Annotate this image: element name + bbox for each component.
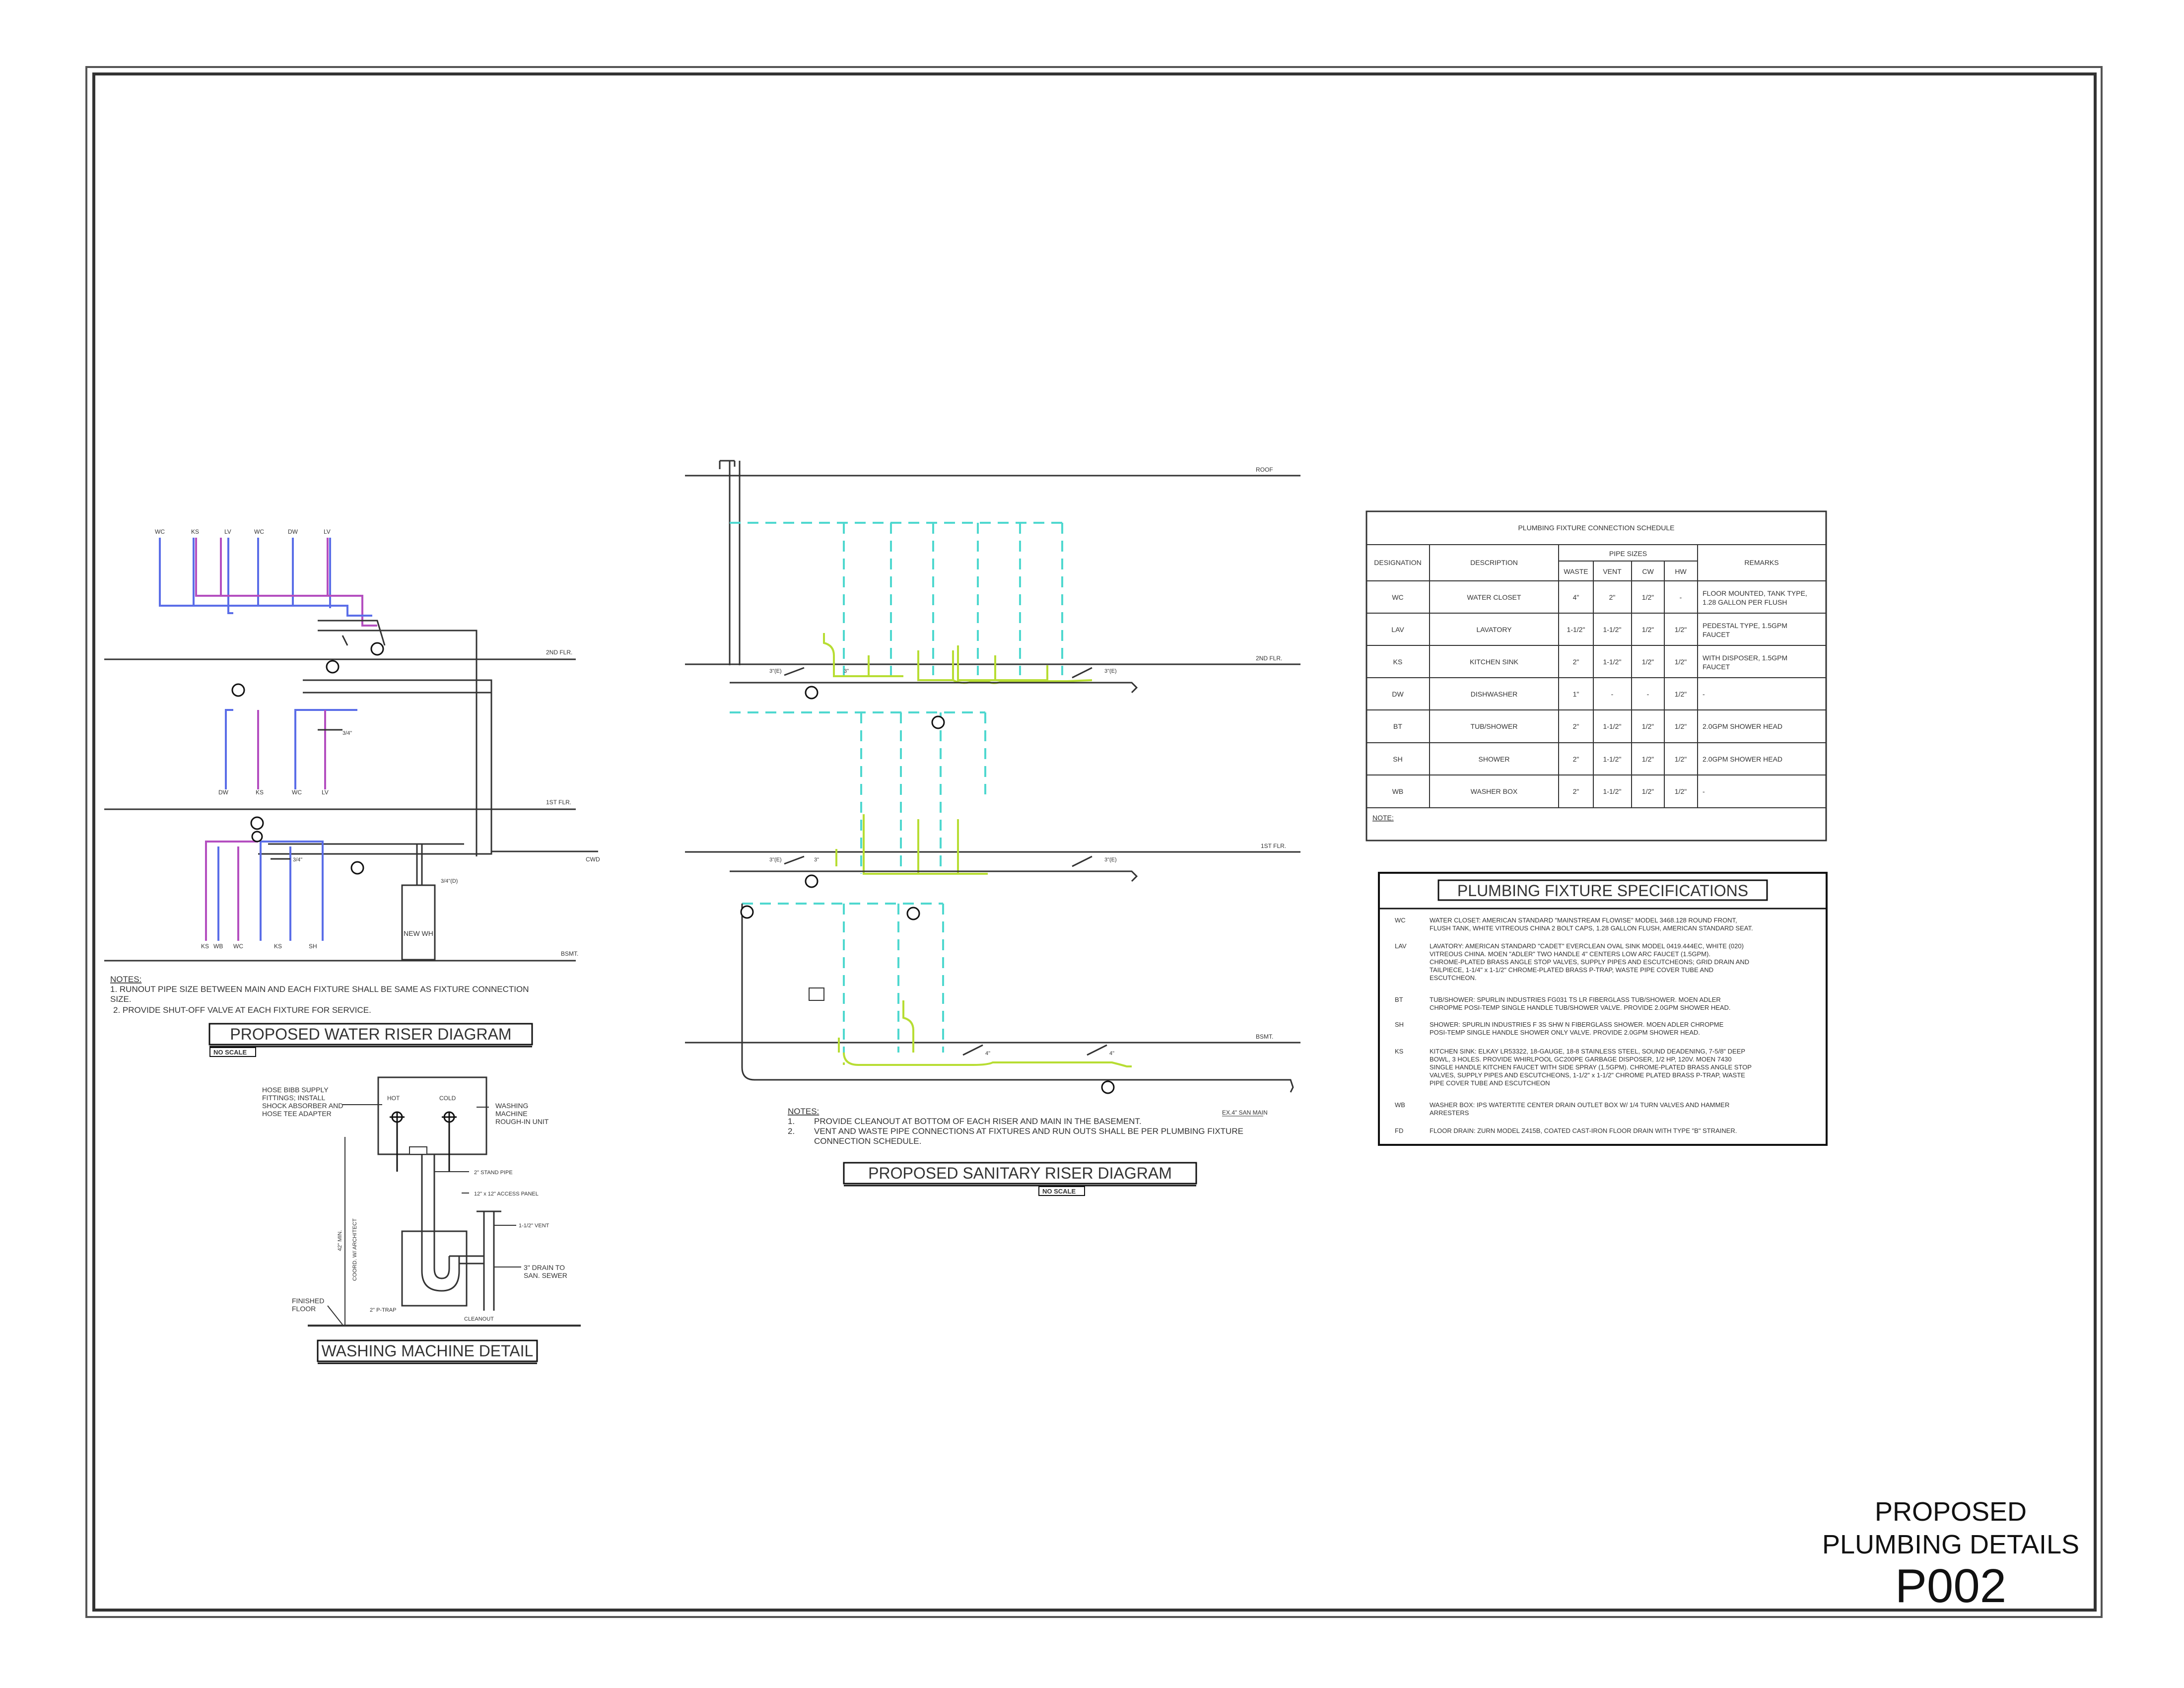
waste-piping bbox=[824, 633, 1132, 1066]
svg-text:FAUCET: FAUCET bbox=[1703, 631, 1730, 638]
svg-text:SHOCK ABSORBER AND: SHOCK ABSORBER AND bbox=[262, 1102, 343, 1110]
svg-text:3/4": 3/4" bbox=[293, 857, 303, 863]
svg-text:3"(E): 3"(E) bbox=[1104, 668, 1117, 674]
svg-text:VALVES, SUPPLY PIPES AND ESCUT: VALVES, SUPPLY PIPES AND ESCUTCHEONS, 1-1/2" x 1-1/2" CHROME PLATED BRASS P-TRAP, WASTE bbox=[1430, 1071, 1745, 1079]
water-mid-labels bbox=[218, 789, 329, 796]
svg-text:HW: HW bbox=[1675, 567, 1687, 575]
svg-text:-: - bbox=[1611, 690, 1614, 698]
svg-text:3" DRAIN TO: 3" DRAIN TO bbox=[524, 1264, 565, 1271]
svg-text:3": 3" bbox=[814, 857, 819, 863]
svg-text:HOSE BIBB SUPPLY: HOSE BIBB SUPPLY bbox=[262, 1086, 329, 1094]
schedule-title: PLUMBING FIXTURE CONNECTION SCHEDULE bbox=[1518, 524, 1675, 532]
svg-text:WC: WC bbox=[292, 789, 302, 796]
svg-text:1/2": 1/2" bbox=[1674, 690, 1687, 698]
water-heater bbox=[402, 885, 435, 960]
svg-text:WC: WC bbox=[254, 528, 264, 535]
svg-text:WITH DISPOSER, 1.5GPM: WITH DISPOSER, 1.5GPM bbox=[1703, 654, 1788, 662]
svg-text:CHROME-PLATED BRASS ANGLE STOP: CHROME-PLATED BRASS ANGLE STOP VALVES, SUPPLY PIPES AND ESCUTCHEONS; GRID DRAIN AND bbox=[1430, 958, 1750, 966]
water-note-1: 1. RUNOUT PIPE SIZE BETWEEN MAIN AND EACH FIXTURE SHALL BE SAME AS FIXTURE CONNECTION bbox=[110, 985, 529, 994]
svg-text:SHOWER: SHOWER bbox=[1478, 755, 1510, 763]
svg-text:WASHER BOX: IPS WATERTITE CEN: WASHER BOX: IPS WATERTITE CENTER DRAIN OUTLET BOX W/ 1/4 TURN VALVES AND HAMMER bbox=[1430, 1101, 1730, 1109]
svg-text:3"(E): 3"(E) bbox=[1104, 857, 1117, 863]
svg-text:WC: WC bbox=[1392, 593, 1404, 601]
svg-text:COORD. W/ ARCHITECT: COORD. W/ ARCHITECT bbox=[352, 1218, 358, 1281]
sanitary-riser-diagram bbox=[685, 461, 1300, 1196]
list-item bbox=[1395, 1127, 1737, 1134]
svg-text:2": 2" bbox=[1609, 593, 1616, 601]
title-block bbox=[1807, 1495, 2095, 1561]
svg-text:1": 1" bbox=[1572, 690, 1579, 698]
washing-machine-title: WASHING MACHINE DETAIL bbox=[321, 1342, 534, 1360]
vent-piping bbox=[730, 523, 1062, 1053]
svg-text:ARRESTERS: ARRESTERS bbox=[1430, 1109, 1469, 1117]
svg-text:SH: SH bbox=[1393, 755, 1403, 763]
svg-text:FAUCET: FAUCET bbox=[1703, 663, 1730, 671]
svg-text:LAVATORY: AMERICAN STANDARD ": LAVATORY: AMERICAN STANDARD "CADET" EVERCLEAN OVAL SINK MODEL 0419.444EC, WHITE (020) bbox=[1430, 942, 1744, 950]
svg-text:1/2": 1/2" bbox=[1674, 658, 1687, 666]
svg-text:ROOF: ROOF bbox=[1256, 466, 1273, 473]
svg-text:-: - bbox=[1703, 787, 1705, 795]
svg-text:LV: LV bbox=[224, 528, 231, 535]
floor-label-1st: 1ST FLR. bbox=[546, 799, 572, 806]
svg-text:2" P-TRAP: 2" P-TRAP bbox=[370, 1307, 397, 1313]
svg-text:PIPE COVER TUBE AND ESCUTCHEON: PIPE COVER TUBE AND ESCUTCHEON bbox=[1430, 1079, 1550, 1087]
svg-text:KS: KS bbox=[191, 528, 200, 535]
svg-text:1-1/2": 1-1/2" bbox=[1567, 626, 1585, 633]
svg-text:WB: WB bbox=[1395, 1101, 1405, 1109]
title-line-1: PROPOSED bbox=[1874, 1497, 2027, 1527]
list-item bbox=[1395, 1021, 1724, 1036]
svg-text:KS: KS bbox=[256, 789, 264, 796]
svg-text:POSI-TEMP SINGLE HANDLE SHOWER: POSI-TEMP SINGLE HANDLE SHOWER ONLY VALVE. PROVIDE 2.0GPM SHOWER HEAD. bbox=[1430, 1029, 1700, 1036]
svg-text:1/2": 1/2" bbox=[1641, 722, 1654, 730]
svg-text:HOSE TEE ADAPTER: HOSE TEE ADAPTER bbox=[262, 1110, 332, 1118]
svg-text:PIPE SIZES: PIPE SIZES bbox=[1609, 550, 1647, 558]
washer-box bbox=[378, 1077, 486, 1154]
floor-label-bsmt: BSMT. bbox=[561, 950, 579, 957]
svg-text:1.: 1. bbox=[788, 1117, 795, 1126]
water-riser-title: PROPOSED WATER RISER DIAGRAM bbox=[230, 1025, 512, 1043]
water-note-2: 2. PROVIDE SHUT-OFF VALVE AT EACH FIXTURE FOR SERVICE. bbox=[113, 1005, 371, 1015]
svg-text:WASHER BOX: WASHER BOX bbox=[1470, 787, 1518, 795]
water-notes-heading: NOTES: bbox=[110, 975, 142, 984]
svg-text:WB: WB bbox=[1392, 787, 1404, 795]
san-note-1: PROVIDE CLEANOUT AT BOTTOM OF EACH RISER AND MAIN IN THE BASEMENT. bbox=[814, 1117, 1142, 1126]
svg-text:FLOOR DRAIN: ZURN MODEL Z415B: FLOOR DRAIN: ZURN MODEL Z415B, COATED CAST-IRON FLOOR DRAIN WITH TYPE "B" STRAINER. bbox=[1430, 1127, 1737, 1134]
svg-text:-: - bbox=[1646, 690, 1649, 698]
svg-text:DISHWASHER: DISHWASHER bbox=[1470, 690, 1518, 698]
svg-text:WATER CLOSET: AMERICAN STANDA: WATER CLOSET: AMERICAN STANDARD "MAINSTREAM FLOWISE" MODEL 3468.128 ROUND FRONT, bbox=[1430, 916, 1737, 924]
svg-text:VITREOUS CHINA. MOEN "ADLER": VITREOUS CHINA. MOEN "ADLER" TWO HANDLE 4" CENTERS LOW ARC FAUCET (1.5GPM). bbox=[1430, 950, 1710, 958]
san-no-scale: NO SCALE bbox=[1042, 1188, 1076, 1195]
svg-text:FITTINGS; INSTALL: FITTINGS; INSTALL bbox=[262, 1094, 326, 1102]
svg-text:1/2": 1/2" bbox=[1674, 626, 1687, 633]
svg-text:NEW WH: NEW WH bbox=[404, 929, 433, 937]
water-risers-2nd bbox=[160, 538, 377, 626]
water-risers-1st bbox=[226, 710, 357, 789]
svg-text:2": 2" bbox=[1572, 787, 1579, 795]
svg-text:KITCHEN SINK: KITCHEN SINK bbox=[1469, 658, 1519, 666]
svg-text:3"(E): 3"(E) bbox=[769, 668, 782, 674]
svg-text:SHOWER: SPURLIN INDUSTRIES: SHOWER: SPURLIN INDUSTRIES F 3S SHW N FIBERGLASS SHOWER. MOEN ADLER CHROPME bbox=[1430, 1021, 1724, 1028]
svg-text:CW: CW bbox=[1642, 567, 1654, 575]
fixture-specifications bbox=[1379, 873, 1827, 1145]
svg-text:4": 4" bbox=[1572, 593, 1579, 601]
svg-text:2": 2" bbox=[1572, 755, 1579, 763]
svg-text:1/2": 1/2" bbox=[1641, 755, 1654, 763]
svg-text:WATER CLOSET: WATER CLOSET bbox=[1467, 593, 1521, 601]
list-item bbox=[1395, 916, 1753, 932]
svg-text:WASTE: WASTE bbox=[1564, 567, 1588, 575]
svg-text:MACHINE: MACHINE bbox=[495, 1110, 528, 1118]
svg-text:12" x 12" ACCESS PANEL: 12" x 12" ACCESS PANEL bbox=[474, 1191, 539, 1197]
san-note-2b: CONNECTION SCHEDULE. bbox=[814, 1136, 922, 1146]
svg-text:1-1/2": 1-1/2" bbox=[1603, 787, 1622, 795]
san-note-2: VENT AND WASTE PIPE CONNECTIONS AT FIXTURES AND RUN OUTS SHALL BE PER PLUMBING FIXTURE bbox=[814, 1126, 1243, 1136]
svg-text:1/2": 1/2" bbox=[1674, 722, 1687, 730]
svg-text:CLEANOUT: CLEANOUT bbox=[464, 1316, 494, 1322]
svg-text:2" STAND PIPE: 2" STAND PIPE bbox=[474, 1170, 513, 1176]
svg-text:2ND FLR.: 2ND FLR. bbox=[1256, 655, 1283, 662]
svg-text:2": 2" bbox=[1572, 722, 1579, 730]
svg-text:3"(E): 3"(E) bbox=[769, 857, 782, 863]
svg-text:LV: LV bbox=[324, 528, 331, 535]
svg-text:DW: DW bbox=[1392, 690, 1404, 698]
svg-text:1-1/2" VENT: 1-1/2" VENT bbox=[519, 1223, 549, 1229]
svg-text:1-1/2": 1-1/2" bbox=[1603, 755, 1622, 763]
svg-text:LV: LV bbox=[322, 789, 329, 796]
svg-text:2": 2" bbox=[1572, 658, 1579, 666]
sheet-number: P002 bbox=[1895, 1559, 2007, 1613]
svg-text:1ST FLR.: 1ST FLR. bbox=[1261, 843, 1287, 849]
svg-text:DW: DW bbox=[218, 789, 228, 796]
svg-text:DESCRIPTION: DESCRIPTION bbox=[1470, 559, 1518, 566]
floor-label-2nd: 2ND FLR. bbox=[546, 649, 573, 656]
shutoff-valves bbox=[232, 643, 383, 874]
water-riser-diagram bbox=[104, 528, 600, 1056]
san-notes-heading: NOTES: bbox=[788, 1107, 819, 1116]
stand-pipe bbox=[402, 1154, 501, 1311]
svg-text:2.0GPM SHOWER HEAD: 2.0GPM SHOWER HEAD bbox=[1703, 755, 1783, 763]
svg-text:4": 4" bbox=[1109, 1051, 1115, 1056]
water-risers-bsmt bbox=[206, 842, 323, 941]
svg-text:3/4": 3/4" bbox=[342, 730, 352, 736]
svg-text:KS: KS bbox=[201, 943, 209, 950]
svg-text:TAILPIECE, 1-1/4" x 1-1/2" CHR: TAILPIECE, 1-1/4" x 1-1/2" CHROME-PLATED BRASS P-TRAP, WASTE PIPE COVER TUBE AND bbox=[1430, 966, 1713, 974]
svg-text:-: - bbox=[1679, 593, 1682, 601]
svg-text:FLUSH TANK, WHITE VITREOUS CHI: FLUSH TANK, WHITE VITREOUS CHINA 2 BOLT CAPS, 1.28 GALLON FLUSH, AMERICAN STANDARD SEAT. bbox=[1430, 924, 1753, 932]
title-line-2: PLUMBING DETAILS bbox=[1822, 1530, 2080, 1559]
svg-text:1/2": 1/2" bbox=[1641, 626, 1654, 633]
svg-text:BT: BT bbox=[1393, 722, 1402, 730]
svg-text:1/2": 1/2" bbox=[1641, 658, 1654, 666]
svg-text:PEDESTAL TYPE, 1.5GPM: PEDESTAL TYPE, 1.5GPM bbox=[1703, 622, 1787, 630]
schedule-note: NOTE: bbox=[1372, 814, 1394, 822]
svg-text:ESCUTCHEON.: ESCUTCHEON. bbox=[1430, 974, 1477, 982]
svg-text:BT: BT bbox=[1395, 996, 1403, 1003]
svg-text:SH: SH bbox=[309, 943, 317, 950]
svg-text:1/2": 1/2" bbox=[1674, 755, 1687, 763]
svg-text:DW: DW bbox=[288, 528, 298, 535]
svg-text:KS: KS bbox=[1395, 1048, 1404, 1055]
sanitary-riser-title: PROPOSED SANITARY RISER DIAGRAM bbox=[868, 1164, 1172, 1182]
svg-text:3": 3" bbox=[844, 668, 849, 674]
svg-text:WC: WC bbox=[233, 943, 243, 950]
svg-text:BOWL, 3 HOLES. PROVIDE WHIRLP: BOWL, 3 HOLES. PROVIDE WHIRLPOOL GC200PE GARBAGE DISPOSER, 1/2 HP, 120V. MOEN 7430 bbox=[1430, 1055, 1732, 1063]
svg-text:LAV: LAV bbox=[1395, 942, 1407, 950]
water-note-1b: SIZE. bbox=[110, 994, 132, 1004]
cwd-label: CWD bbox=[586, 856, 600, 863]
fixture-connection-schedule bbox=[1366, 511, 1826, 841]
svg-text:1-1/2": 1-1/2" bbox=[1603, 722, 1622, 730]
ex-san-main: EX.4" SAN MAIN bbox=[1222, 1109, 1268, 1116]
svg-text:KS: KS bbox=[1393, 658, 1403, 666]
svg-text:4": 4" bbox=[985, 1051, 991, 1056]
svg-text:FLOOR: FLOOR bbox=[292, 1305, 316, 1313]
svg-text:KS: KS bbox=[274, 943, 282, 950]
svg-text:COLD: COLD bbox=[439, 1095, 456, 1102]
list-item bbox=[1395, 996, 1731, 1011]
svg-text:1-1/2": 1-1/2" bbox=[1603, 626, 1622, 633]
svg-text:2.0GPM SHOWER HEAD: 2.0GPM SHOWER HEAD bbox=[1703, 722, 1783, 730]
svg-text:1-1/2": 1-1/2" bbox=[1603, 658, 1622, 666]
svg-text:3/4"(D): 3/4"(D) bbox=[441, 878, 458, 884]
svg-text:VENT: VENT bbox=[1603, 567, 1622, 575]
specs-title: PLUMBING FIXTURE SPECIFICATIONS bbox=[1457, 882, 1749, 900]
svg-text:SINGLE HANDLE KITCHEN FAUCET W: SINGLE HANDLE KITCHEN FAUCET WITH SIDE SPRAY (1.5GPM). CHROME-PLATED BRASS ANGLE STOP bbox=[1430, 1063, 1752, 1071]
svg-text:LAV: LAV bbox=[1391, 626, 1404, 633]
svg-text:ROUGH-IN UNIT: ROUGH-IN UNIT bbox=[495, 1118, 549, 1125]
svg-text:WC: WC bbox=[155, 528, 165, 535]
svg-text:DESIGNATION: DESIGNATION bbox=[1374, 559, 1422, 566]
svg-text:WC: WC bbox=[1395, 916, 1406, 924]
svg-text:LAVATORY: LAVATORY bbox=[1476, 626, 1512, 633]
svg-text:SH: SH bbox=[1395, 1021, 1404, 1028]
svg-text:KITCHEN SINK: ELKAY LR53322,: KITCHEN SINK: ELKAY LR53322, 18-GAUGE, 18-8 STAINLESS STEEL, SOUND DEADENING, 7-5/8" DEEP bbox=[1430, 1048, 1746, 1055]
svg-text:TUB/SHOWER: TUB/SHOWER bbox=[1470, 722, 1518, 730]
svg-text:HOT: HOT bbox=[387, 1095, 400, 1102]
svg-text:FLOOR MOUNTED, TANK TYPE,: FLOOR MOUNTED, TANK TYPE, bbox=[1703, 589, 1807, 597]
specs-list bbox=[1395, 916, 1753, 1134]
svg-text:-: - bbox=[1703, 690, 1705, 698]
svg-text:CHROPME POSI-TEMP SINGLE HANDL: CHROPME POSI-TEMP SINGLE HANDLE TUB/SHOWER VALVE. PROVIDE 2.0GPM SHOWER HEAD. bbox=[1430, 1004, 1731, 1011]
svg-text:2.: 2. bbox=[788, 1126, 795, 1136]
washing-machine-detail bbox=[262, 1077, 581, 1363]
water-no-scale: NO SCALE bbox=[213, 1049, 247, 1056]
cleanouts bbox=[741, 687, 1114, 1093]
svg-text:REMARKS: REMARKS bbox=[1744, 559, 1779, 566]
water-bsmt-labels bbox=[201, 943, 317, 950]
svg-text:FINISHED: FINISHED bbox=[292, 1297, 325, 1305]
svg-text:WB: WB bbox=[213, 943, 223, 950]
svg-text:1.28 GALLON PER FLUSH: 1.28 GALLON PER FLUSH bbox=[1703, 598, 1787, 606]
svg-text:WASHING: WASHING bbox=[495, 1102, 529, 1110]
svg-text:42" MIN.: 42" MIN. bbox=[337, 1230, 343, 1251]
svg-text:SAN. SEWER: SAN. SEWER bbox=[524, 1271, 567, 1279]
svg-text:FD: FD bbox=[1395, 1127, 1404, 1134]
svg-text:BSMT.: BSMT. bbox=[1256, 1033, 1274, 1040]
svg-text:1/2": 1/2" bbox=[1641, 593, 1654, 601]
svg-text:1/2": 1/2" bbox=[1641, 787, 1654, 795]
svg-text:TUB/SHOWER: SPURLIN INDUSTRI: TUB/SHOWER: SPURLIN INDUSTRIES FG031 TS LR FIBERGLASS TUB/SHOWER. MOEN ADLER bbox=[1430, 996, 1721, 1003]
water-top-labels bbox=[155, 528, 331, 535]
svg-text:1/2": 1/2" bbox=[1674, 787, 1687, 795]
